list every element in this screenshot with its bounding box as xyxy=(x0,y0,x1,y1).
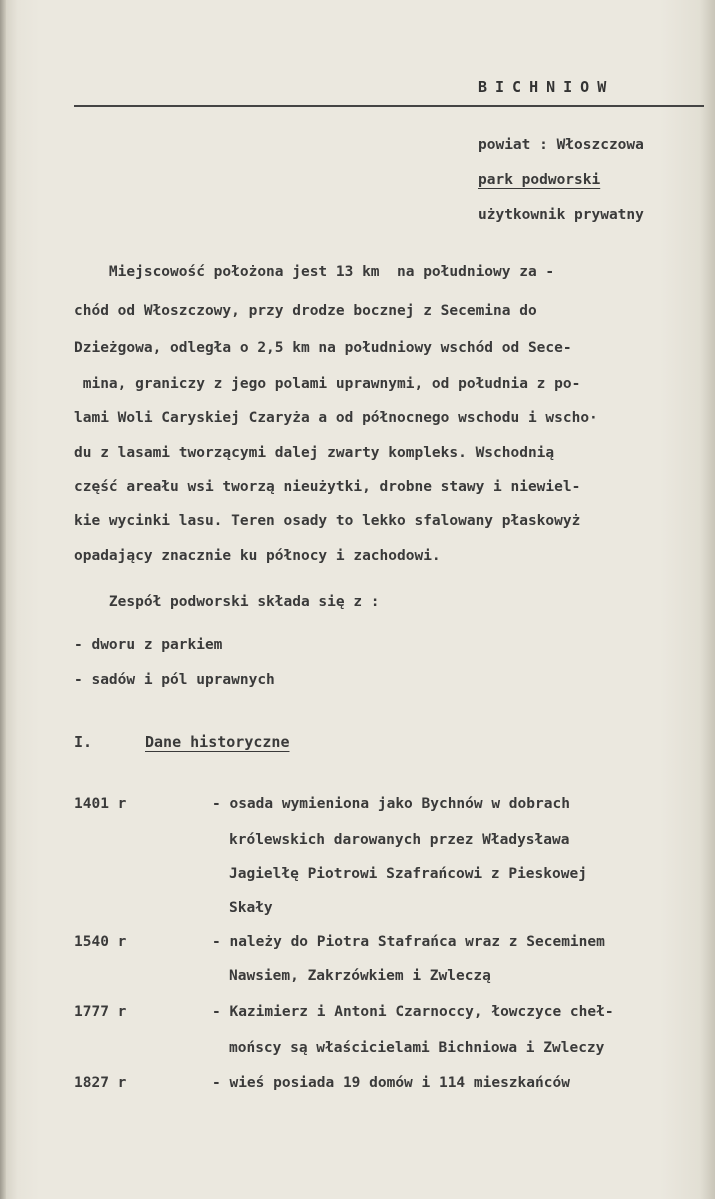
history-entry-line: Jagielłę Piotrowi Szafrańcowi z Pieskowej xyxy=(229,866,587,882)
paragraph-line: du z lasami tworzącymi dalej zwarty kompleks. Wschodnią xyxy=(74,445,555,461)
county-line: powiat : Włoszczowa xyxy=(478,137,644,153)
paragraph-line: Dzieżgowa, odległa o 2,5 km na południowy wschód od Sece- xyxy=(74,340,572,356)
history-entry-line: - wieś posiada 19 domów i 114 mieszkańców xyxy=(212,1075,570,1091)
park-type-line: park podworski xyxy=(478,172,601,188)
paragraph-line: mina, graniczy z jego polami uprawnymi, od południa z po- xyxy=(74,376,581,392)
history-entry-line: - Kazimierz i Antoni Czarnoccy, łowczyce cheł- xyxy=(212,1004,614,1020)
paragraph-line: kie wycinki lasu. Teren osady to lekko sfalowany płaskowyż xyxy=(74,513,581,529)
header-divider xyxy=(74,105,704,107)
paragraph-line: chód od Włoszczowy, przy drodze bocznej z Secemina do xyxy=(74,303,537,319)
user-line: użytkownik prywatny xyxy=(478,207,644,223)
complex-item: - sadów i pól uprawnych xyxy=(74,672,275,688)
page-edge-shadow xyxy=(0,0,6,1199)
history-year: 1540 r xyxy=(74,934,127,950)
complex-intro: Zespół podworski składa się z : xyxy=(74,594,380,610)
paragraph-line: Miejscowość położona jest 13 km na południowy za - xyxy=(74,264,555,280)
history-year: 1777 r xyxy=(74,1004,127,1020)
paragraph-line: część areału wsi tworzą nieużytki, drobne stawy i niewiel- xyxy=(74,479,581,495)
section-title: Dane historyczne xyxy=(145,733,290,751)
history-entry-line: Skały xyxy=(229,900,273,916)
paragraph-line: lami Woli Caryskiej Czaryża a od północnego wschodu i wscho· xyxy=(74,410,598,426)
complex-item: - dworu z parkiem xyxy=(74,637,223,653)
history-entry-line: mońscy są właścicielami Bichniowa i Zwleczy xyxy=(229,1040,605,1056)
history-entry-line: Nawsiem, Zakrzówkiem i Zwleczą xyxy=(229,968,491,984)
history-entry-line: - osada wymieniona jako Bychnów w dobrach xyxy=(212,796,570,812)
document-title: BICHNIOW xyxy=(478,78,615,96)
history-entry-line: królewskich darowanych przez Władysława xyxy=(229,832,570,848)
history-year: 1401 r xyxy=(74,796,127,812)
section-number: I. xyxy=(74,733,93,751)
paragraph-line: opadający znacznie ku północy i zachodowi. xyxy=(74,548,441,564)
history-entry-line: - należy do Piotra Stafrańca wraz z Seceminem xyxy=(212,934,605,950)
history-year: 1827 r xyxy=(74,1075,127,1091)
